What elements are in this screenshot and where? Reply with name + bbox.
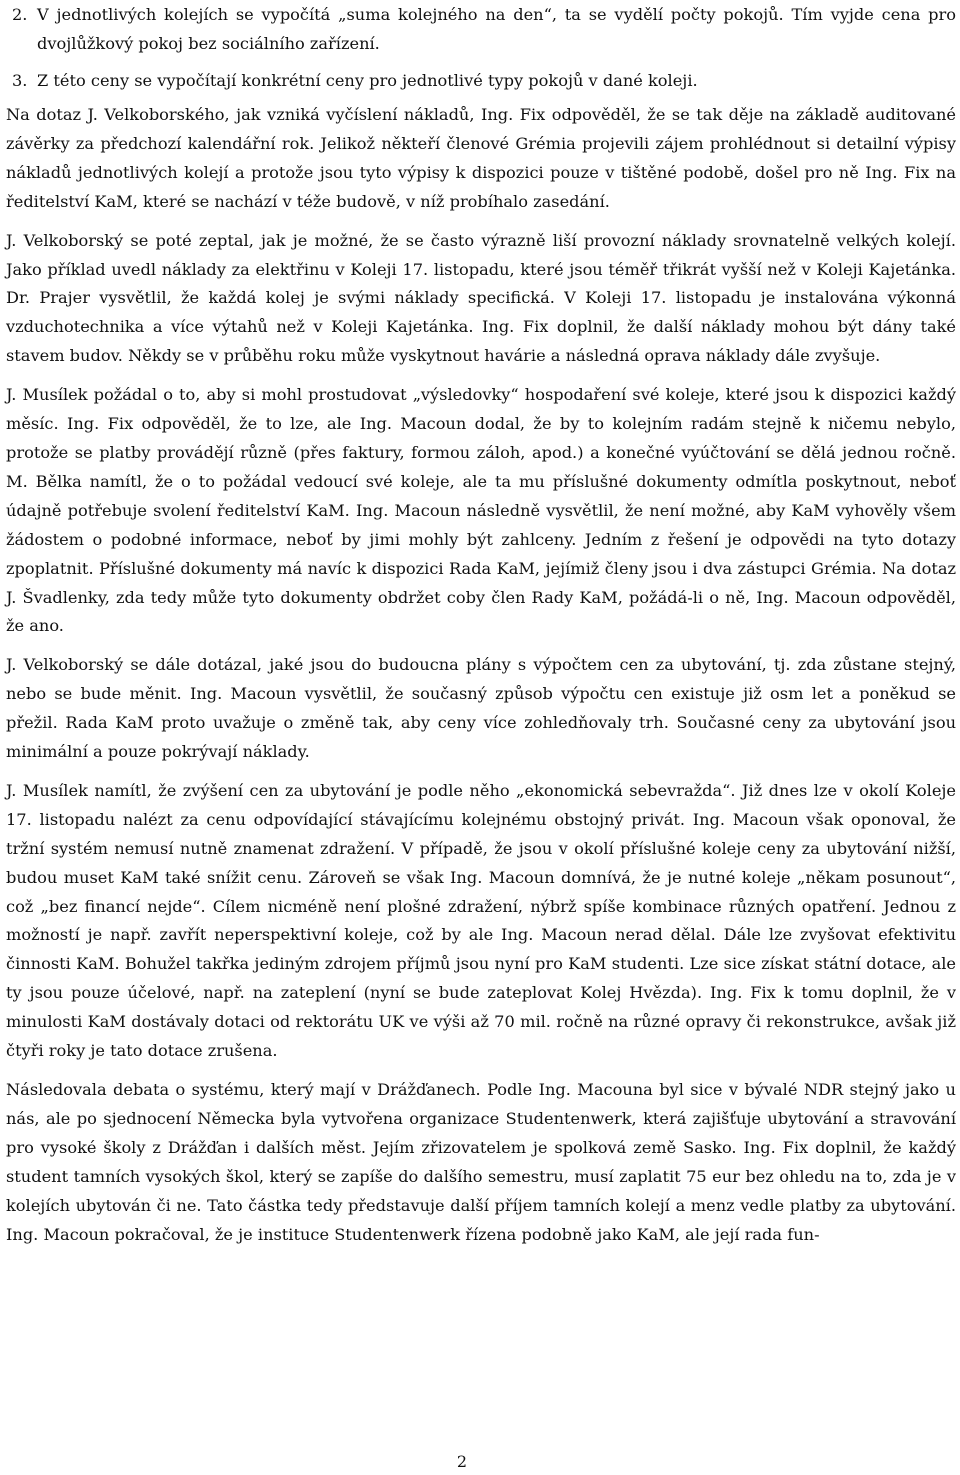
paragraph: J. Musílek požádal o to, aby si mohl prostudovat „výsledovky“ hospodaření své koleje, které jsou k dispozici každý měsíc. Ing. Fix odpověděl, že to lze, ale Ing. Macoun dodal, že by to kolejním radám stejně k ničemu nebylo, protože se platby provádějí různě (přes faktury, formou záloh, apod.) a konečné vyúčtování se dělá jednou ročně. M. Bělka namítl, že o to požádal vedoucí své koleje, ale ta mu příslušné dokumenty odmítla poskytnout, neboť údajně potřebuje svolení ředitelství KaM. Ing. Macoun následně vysvětlil, že není možné, aby KaM vyhověly všem žádostem o podobné informace, neboť by jimi mohly být zahlceny. Jedním z řešení je odpovědi na tyto dotazy zpoplatnit. Příslušné dokumenty má navíc k dispozici Rada KaM, jejímiž členy jsou i dva zástupci Grémia. Na dotaz J. Švadlenky, zda tedy může tyto dokumenty obdržet coby člen Rady KaM, požádá-li o ně, Ing. Macoun odpověděl, že ano.	[6, 385, 956, 636]
list-item	[6, 66, 956, 95]
paragraph: Následovala debata o systému, který mají v Drážďanech. Podle Ing. Macouna byl sice v bývalé NDR stejný jako u nás, ale po sjednocení Německa byla vytvořena organizace Studentenwerk, která zajišťuje ubytování a stravování pro vysoké školy z Drážďan i dalších měst. Jejím zřizovatelem je spolková země Sasko. Ing. Fix doplnil, že každý student tamních vysokých škol, který se zapíše do dalšího semestru, musí zaplatit 75 eur bez ohledu na to, zda je v kolejích ubytován či ne. Tato částka tedy představuje další příjem tamních kolejí a menz vedle platby za ubytování. Ing. Macoun pokračoval, že je instituce Studentenwerk řízena podobně jako KaM, ale její rada fun-	[6, 1080, 956, 1244]
list-item-text: V jednotlivých kolejích se vypočítá „suma kolejného na den“, ta se vydělí počty pokojů. Tím vyjde cena pro dvojlůžkový pokoj bez sociálního zařízení.	[37, 5, 956, 53]
page-number: 2	[456, 1452, 468, 1471]
list-item	[6, 0, 956, 58]
paragraph: J. Musílek namítl, že zvýšení cen za ubytování je podle něho „ekonomická sebevražda“. Již dnes lze v okolí Koleje 17. listopadu nalézt za cenu odpovídající stávajícímu kolejnému obstojný privát. Ing. Macoun však oponoval, že tržní systém nemusí nutně znamenat zdražení. V případě, že jsou v okolí příslušné koleje ceny za ubytování nižší, budou muset KaM také snížit cenu. Zároveň se však Ing. Macoun domnívá, že je nutné koleje „někam posunout“, což „bez financí nejde“. Cílem nicméně není plošné zdražení, nýbrž spíše kombinace různých opatření. Jednou z možností je např. zavřít neperspektivní koleje, což by ale Ing. Macoun nerad dělal. Dále lze zvyšovat efektivitu činnosti KaM. Bohužel takřka jediným zdrojem příjmů jsou nyní pro KaM studenti. Lze sice získat státní dotace, ale ty jsou pouze účelové, např. na zateplení (nyní se bude zateplovat Kolej Hvězda). Ing. Fix k tomu doplnil, že v minulosti KaM dostávaly dotaci od rektorátu UK ve výši až 70 mil. ročně na různé opravy či rekonstrukce, avšak již čtyři roky je tato dotace zrušena.	[6, 780, 956, 1061]
paragraph: J. Velkoborský se dále dotázal, jaké jsou do budoucna plány s výpočtem cen za ubytování, tj. zda zůstane stejný, nebo se bude měnit. Ing. Macoun vysvětlil, že současný způsob výpočtu cen existuje již osm let a poněkud se přežil. Rada KaM proto uvažuje o změně tak, aby ceny více zohledňovaly trh. Současné ceny za ubytování jsou minimální a pouze pokrývají náklady.	[6, 655, 956, 762]
paragraph: Na dotaz J. Velkoborského, jak vzniká vyčíslení nákladů, Ing. Fix odpověděl, že se tak děje na základě auditované závěrky za předchozí kalendářní rok. Jelikož někteří členové Grémia projevili zájem prohlédnout si detailní výpisy nákladů jednotlivých kolejí a protože jsou tyto výpisy k dispozici pouze v tištěné podobě, došel pro ně Ing. Fix na ředitelství KaM, které se nachází v téže budově, v níž probíhalo zasedání.	[6, 105, 956, 211]
list-item-number: 2.	[12, 5, 28, 24]
list-item-number: 3.	[12, 71, 28, 90]
document-body	[6, 0, 956, 1249]
paragraph: J. Velkoborský se poté zeptal, jak je možné, že se často výrazně liší provozní náklady srovnatelně velkých kolejí. Jako příklad uvedl náklady za elektřinu v Koleji 17. listopadu, které jsou téměř třikrát vyšší než v Koleji Kajetánka. Dr. Prajer vysvětlil, že každá kolej je svými náklady specifická. V Koleji 17. listopadu je instalována výkonná vzduchotechnika a více výtahů než v Koleji Kajetánka. Ing. Fix doplnil, že další náklady mohou být dány také stavem budov. Někdy se v průběhu roku může vyskytnout havárie a následná oprava náklady dále zvyšuje.	[6, 230, 956, 366]
list-item-text: Z této ceny se vypočítají konkrétní ceny pro jednotlivé typy pokojů v dané koleji.	[37, 71, 698, 90]
